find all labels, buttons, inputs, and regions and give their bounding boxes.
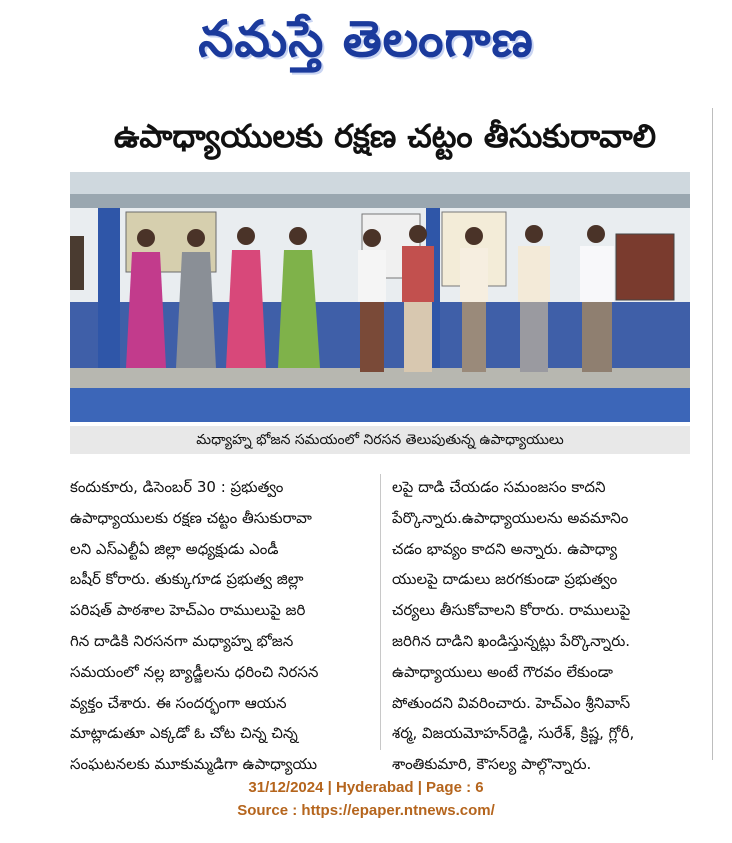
article-line: ఉపాధ్యాయులకు రక్షణ చట్టం తీసుకురావా bbox=[70, 508, 312, 527]
article-line: పేర్కొన్నారు.ఉపాధ్యాయులను అవమానిం bbox=[392, 508, 629, 527]
article-line: లపై దాడి చేయడం సమంజసం కాదని bbox=[392, 478, 606, 496]
article-headline: ఉపాధ్యాయులకు రక్షణ చట్టం తీసుకురావాలి bbox=[113, 117, 657, 155]
article-line: జరిగిన దాడిని ఖండిస్తున్నట్లు పేర్కొన్నారు. bbox=[392, 631, 631, 650]
teachers-protest-photo bbox=[70, 172, 690, 422]
article-line: పరిషత్ పాఠశాల హెచ్ఎం రాములుపై జరి bbox=[70, 601, 306, 620]
news-photo bbox=[70, 172, 690, 422]
article-line: ఉపాధ్యాయులు అంటే గౌరవం లేకుండా bbox=[392, 662, 613, 681]
footer-source-link[interactable]: Source : https://epaper.ntnews.com/ bbox=[237, 802, 495, 819]
article-line: బషీర్ కోరారు. తుక్కుగూడ ప్రభుత్వ జిల్లా bbox=[70, 570, 304, 589]
article-line: మాట్లాడుతూ ఎక్కడో ఓ చోట చిన్న చిన్న bbox=[70, 724, 298, 743]
article-line: చడం భావ్యం కాదని అన్నారు. ఉపాధ్యా bbox=[392, 539, 618, 558]
page-divider bbox=[712, 108, 713, 760]
article-line: వ్యక్తం చేశారు. ఈ సందర్భంగా ఆయన bbox=[70, 693, 287, 712]
article-line: సమయంలో నల్ల బ్యాడ్జీలను ధరించి నిరసన bbox=[70, 662, 319, 681]
article-line: సంఘటనలకు మూకుమ్మడిగా ఉపాధ్యాయు bbox=[70, 755, 318, 774]
masthead-title: నమస్తే తెలంగాణ bbox=[198, 9, 534, 68]
footer-date-edition: 31/12/2024 | Hyderabad | Page : 6 bbox=[248, 779, 484, 796]
article-column-right bbox=[392, 472, 692, 774]
article-column-left bbox=[70, 472, 370, 774]
article-line: పోతుందని వివరించారు. హెచ్ఎం శ్రీనివాస్ bbox=[392, 693, 631, 712]
article-line: కందుకూరు, డిసెంబర్ 30 : ప్రభుత్వం bbox=[70, 478, 284, 496]
photo-caption: మధ్యాహ్న భోజన సమయంలో నిరసన తెలుపుతున్న ఉపాధ్యాయులు bbox=[70, 426, 690, 454]
article-line: గిన దాడికి నిరసనగా మధ్యాహ్న భోజన bbox=[70, 631, 294, 650]
article-line: శాంతికుమారి, కౌసల్య పాల్గొన్నారు. bbox=[392, 755, 592, 774]
article-line: చర్యలు తీసుకోవాలని కోరారు. రాములుపై bbox=[392, 601, 631, 620]
column-divider bbox=[380, 474, 381, 750]
article-line: యులపై దాడులు జరగకుండా ప్రభుత్వం bbox=[392, 570, 618, 589]
article-line: లని ఎస్ఎల్టీఏ జిల్లా అధ్యక్షుడు ఎండీ bbox=[70, 539, 279, 558]
article-line: శర్మ, విజయమోహన్‌రెడ్డి, సురేశ్, క్రిష్ణ, గ్లోరీ, bbox=[392, 724, 635, 743]
